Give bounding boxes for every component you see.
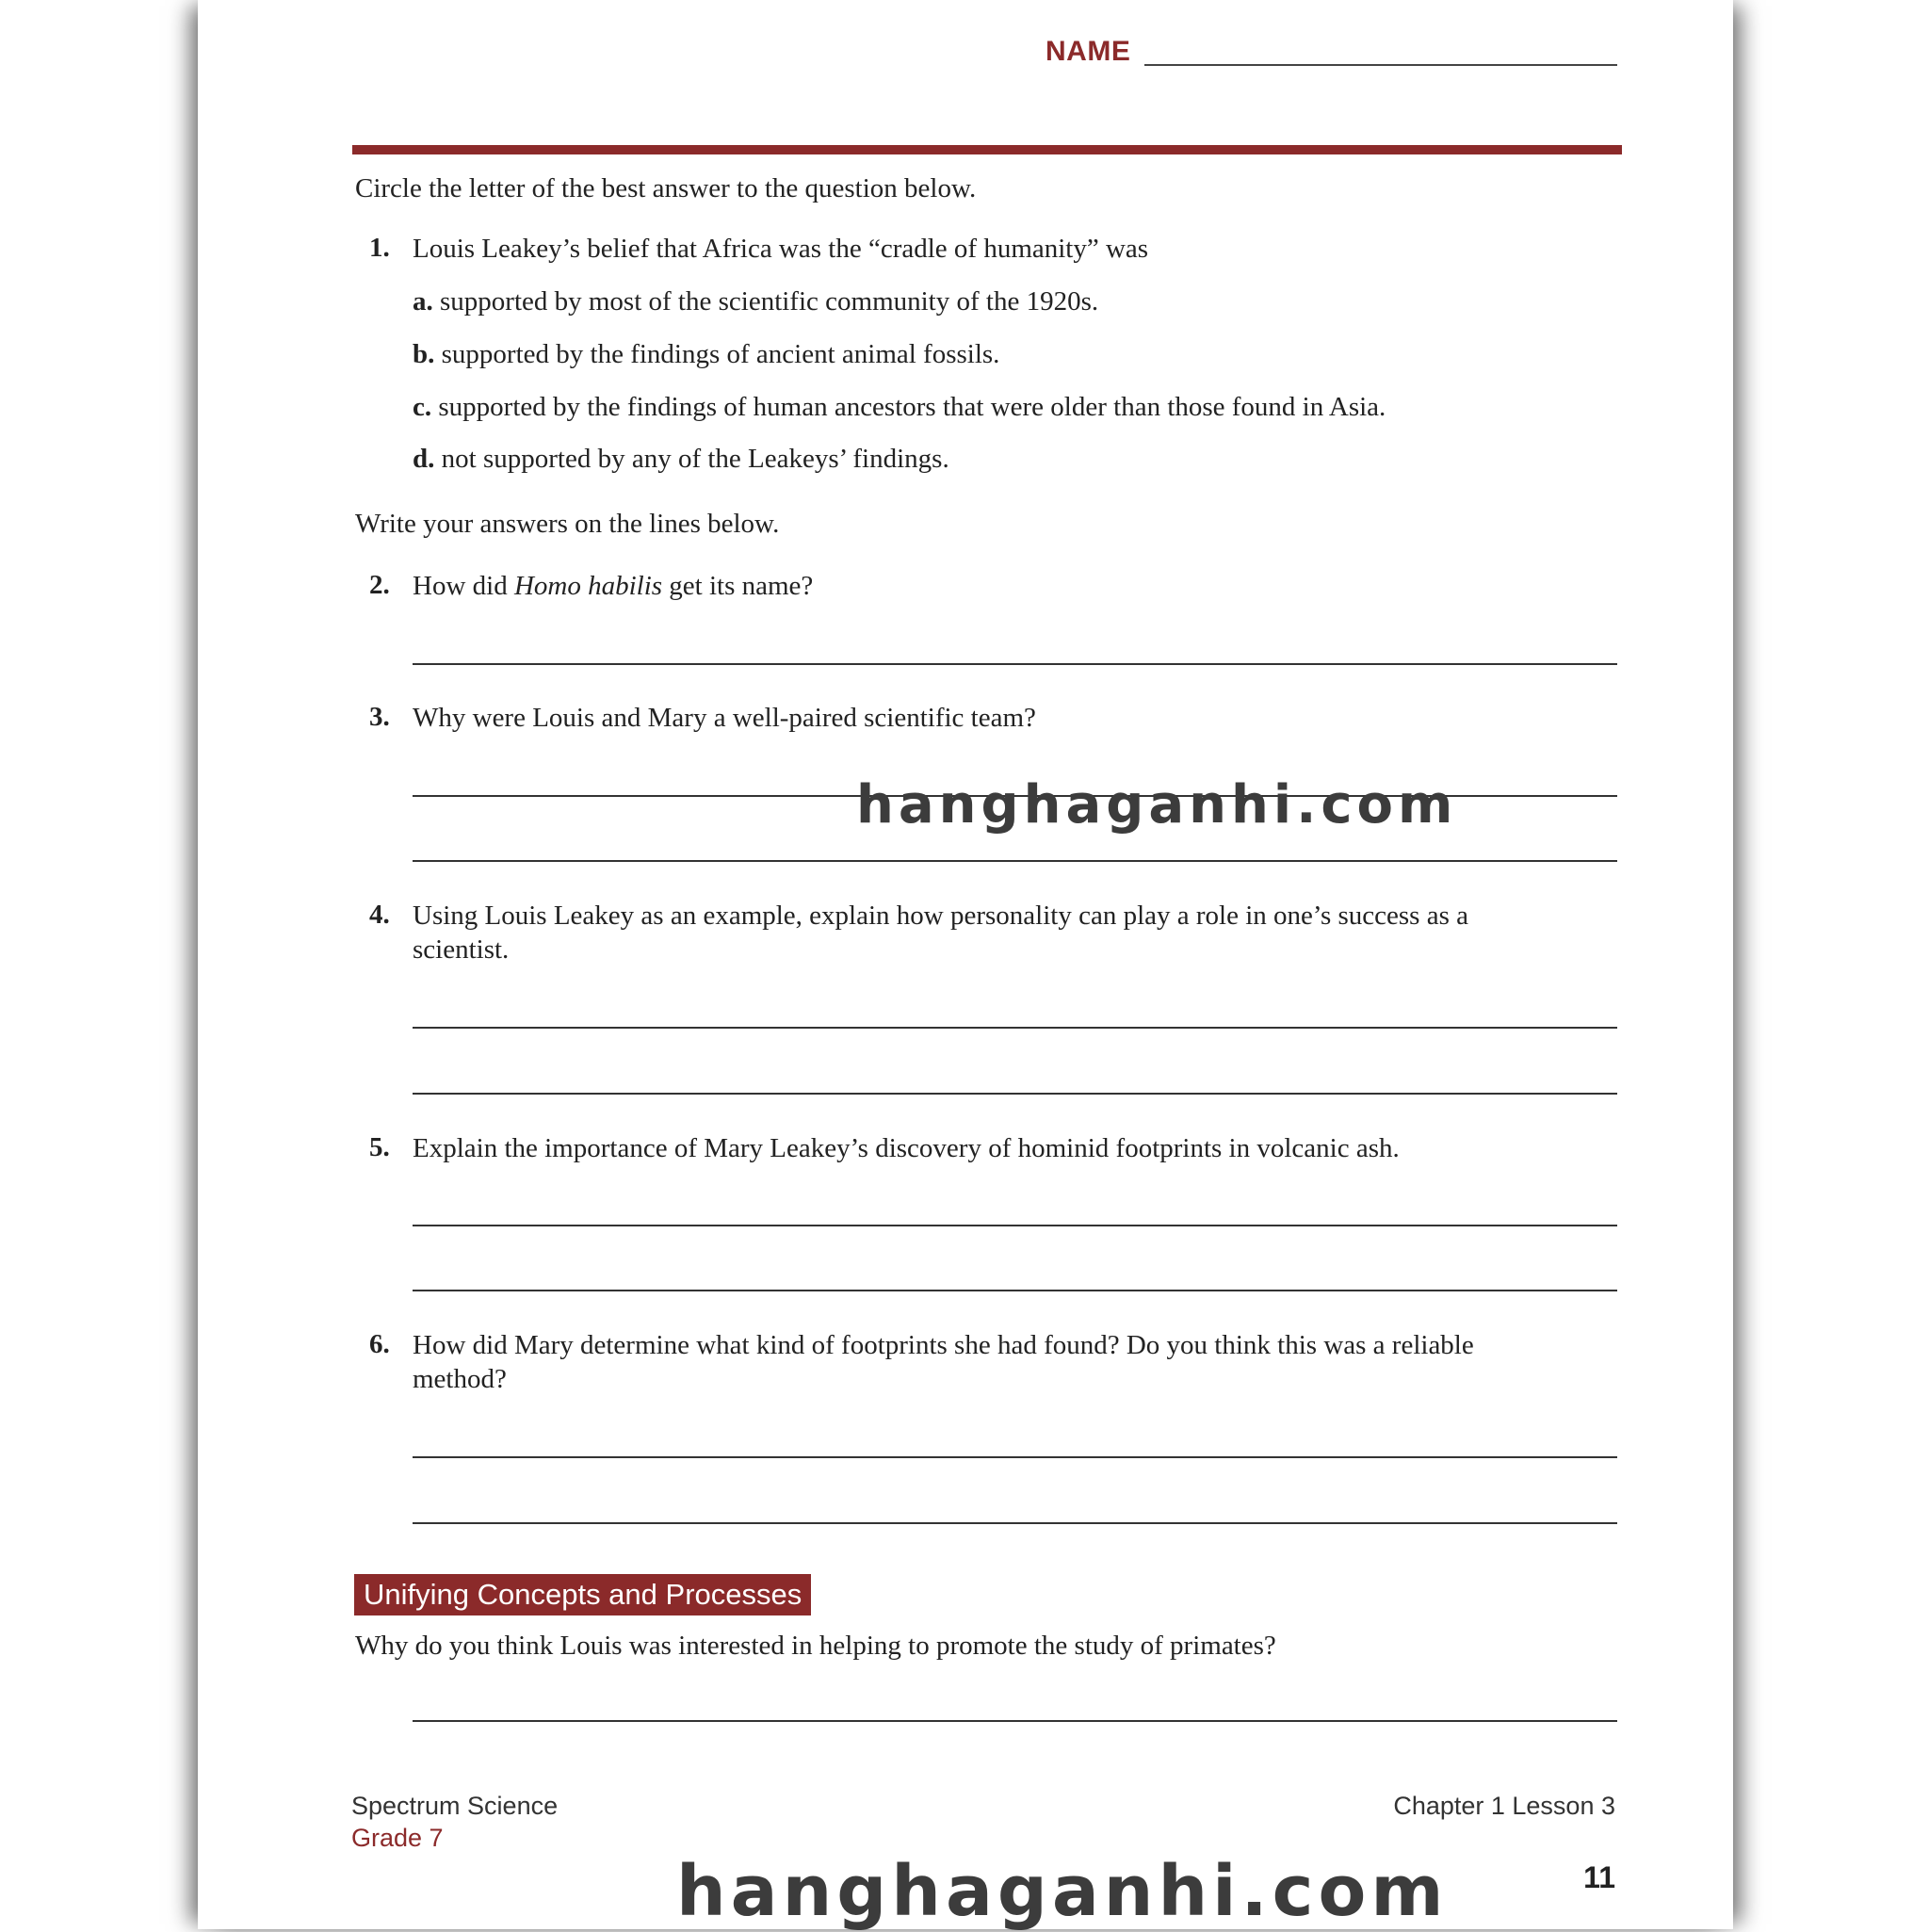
option-b[interactable] xyxy=(413,337,999,372)
option-a-letter: a. xyxy=(413,286,433,317)
question-3-number: 3. xyxy=(369,702,390,732)
worksheet-page xyxy=(198,0,1733,1929)
question-5-number: 5. xyxy=(369,1132,390,1162)
background-left xyxy=(0,0,198,1929)
option-c-text: supported by the findings of human ancestors that were older than those found in Asia. xyxy=(438,392,1386,422)
watermark-bottom: hanghaganhi.com xyxy=(676,1851,1449,1932)
written-instructions: Write your answers on the lines below. xyxy=(355,509,780,539)
answer-line-5b[interactable] xyxy=(413,1290,1617,1291)
question-6-text-line1: How did Mary determine what kind of footprints she had found? Do you think this was a reliable xyxy=(413,1330,1474,1360)
question-4-text-line1: Using Louis Leakey as an example, explain how personality can play a role in one’s success as a xyxy=(413,901,1468,931)
question-4-text-line2: scientist. xyxy=(413,934,510,965)
answer-line-6b[interactable] xyxy=(413,1522,1617,1524)
option-a[interactable] xyxy=(413,284,1098,319)
question-6-number: 6. xyxy=(369,1329,390,1359)
answer-line-5a[interactable] xyxy=(413,1225,1617,1226)
answer-line-2[interactable] xyxy=(413,663,1617,665)
answer-line-3b[interactable] xyxy=(413,860,1617,862)
option-d-letter: d. xyxy=(413,444,435,474)
answer-line-6a[interactable] xyxy=(413,1456,1617,1458)
option-d[interactable] xyxy=(413,442,949,477)
mc-instructions: Circle the letter of the best answer to the question below. xyxy=(355,173,977,203)
option-c[interactable] xyxy=(413,390,1386,425)
answer-line-section[interactable] xyxy=(413,1720,1617,1722)
answer-line-4b[interactable] xyxy=(413,1093,1617,1095)
option-d-text: not supported by any of the Leakeys’ findings. xyxy=(441,444,949,474)
species-name: Homo habilis xyxy=(513,571,663,601)
option-b-letter: b. xyxy=(413,339,435,369)
header-rule xyxy=(352,145,1622,154)
name-field-line[interactable] xyxy=(1144,64,1617,66)
question-2-number: 2. xyxy=(369,570,390,600)
question-2-text-start: How did xyxy=(413,571,514,601)
question-1-text: Louis Leakey’s belief that Africa was the “cradle of humanity” was xyxy=(413,234,1149,264)
option-b-text: supported by the findings of ancient animal fossils. xyxy=(441,339,1000,369)
question-4-number: 4. xyxy=(369,900,390,930)
footer-book-title: Spectrum Science xyxy=(351,1792,559,1820)
watermark-middle: hanghaganhi.com xyxy=(856,774,1458,836)
answer-line-4a[interactable] xyxy=(413,1027,1617,1029)
question-5-text: Explain the importance of Mary Leakey’s discovery of hominid footprints in volcanic ash. xyxy=(413,1133,1400,1163)
name-label: NAME xyxy=(1046,36,1131,67)
option-c-letter: c. xyxy=(413,392,432,422)
footer-grade: Grade 7 xyxy=(351,1824,444,1852)
question-2-text-end: get its name? xyxy=(662,571,814,601)
section-banner: Unifying Concepts and Processes xyxy=(354,1574,811,1615)
option-a-text: supported by most of the scientific community of the 1920s. xyxy=(440,286,1099,317)
background-right xyxy=(1733,0,1929,1929)
question-6-text-line2: method? xyxy=(413,1364,507,1394)
question-3-text: Why were Louis and Mary a well-paired scientific team? xyxy=(413,703,1036,733)
footer-chapter: Chapter 1 Lesson 3 xyxy=(1393,1792,1615,1820)
question-2-text xyxy=(413,569,813,604)
question-1-number: 1. xyxy=(369,233,390,263)
section-question: Why do you think Louis was interested in helping to promote the study of primates? xyxy=(355,1631,1276,1661)
page-number: 11 xyxy=(1583,1860,1615,1894)
